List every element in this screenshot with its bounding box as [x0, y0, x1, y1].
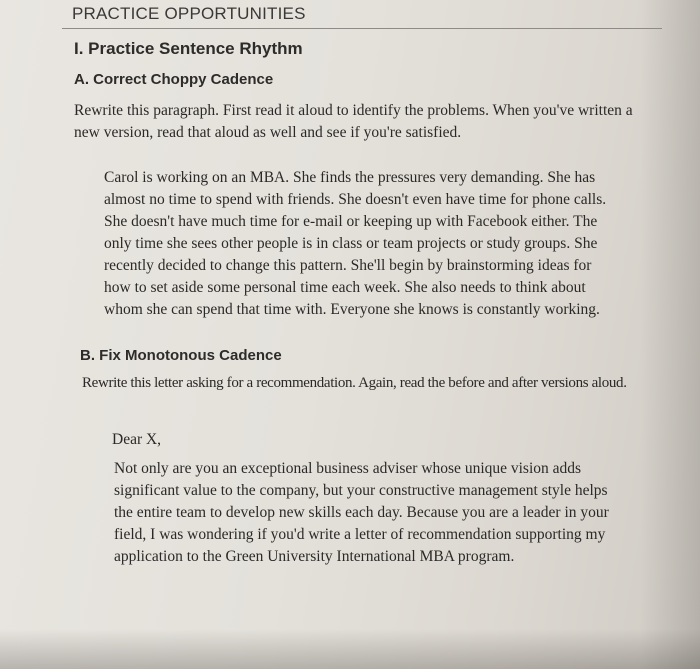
letter-line: significant value to the company, but your constructive management style helps	[114, 482, 608, 499]
subsection-b-instruction	[82, 372, 627, 394]
instruction-line: new version, read that aloud as well and see if you're satisfied.	[74, 124, 462, 141]
letter-salutation	[112, 429, 161, 451]
salutation-line: Dear X,	[112, 431, 162, 448]
header-rule	[62, 28, 662, 29]
paragraph-line: She doesn't have much time for e-mail or keeping up with Facebook either. The	[104, 213, 598, 230]
paragraph-line: how to set aside some personal time each week. She also needs to think about	[104, 279, 586, 296]
paragraph-line: almost no time to spend with friends. She doesn't even have time for phone calls.	[104, 191, 607, 208]
instruction-line: Rewrite this paragraph. First read it aloud to identify the problems. When you've written a	[74, 102, 633, 119]
paragraph-line: Carol is working on an MBA. She finds the pressures very demanding. She has	[104, 169, 596, 186]
choppy-paragraph	[104, 167, 606, 321]
letter-line: field, I was wondering if you'd write a letter of recommendation supporting my	[114, 526, 606, 543]
letter-line: Not only are you an exceptional business adviser whose unique vision adds	[114, 460, 582, 477]
paragraph-line: recently decided to change this pattern. She'll begin by brainstorming ideas for	[104, 257, 592, 274]
letter-body	[114, 458, 609, 568]
paragraph-line: only time she sees other people is in class or team projects or study groups. She	[104, 235, 598, 252]
subsection-a-title: A. Correct Choppy Cadence	[74, 71, 274, 88]
page-shadow-right	[640, 0, 700, 669]
letter-line: application to the Green University International MBA program.	[114, 548, 515, 565]
letter-line: the entire team to develop new skills each day. Because you are a leader in your	[114, 504, 609, 521]
page-header: PRACTICE OPPORTUNITIES	[72, 4, 306, 23]
page-shadow-bottom	[0, 629, 700, 669]
subsection-a-instruction	[74, 100, 633, 144]
subsection-b-title: B. Fix Monotonous Cadence	[80, 347, 282, 364]
instruction-line: Rewrite this letter asking for a recommendation. Again, read the before and after versions aloud.	[82, 375, 627, 391]
section-title: I. Practice Sentence Rhythm	[74, 39, 303, 58]
paragraph-line: whom she can spend that time with. Everyone she knows is constantly working.	[104, 301, 600, 318]
